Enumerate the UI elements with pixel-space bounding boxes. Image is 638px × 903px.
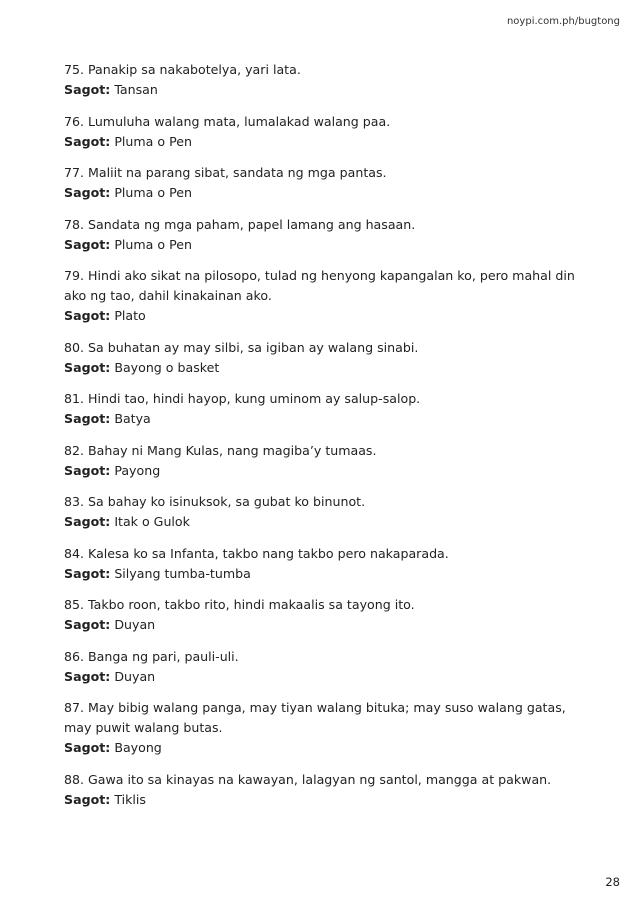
answer-label: Sagot: [64,359,111,375]
riddle-answer-line [64,790,584,810]
riddle-item [64,338,584,378]
riddle-list [64,60,584,821]
riddle-question: 83. Sa bahay ko isinuksok, sa gubat ko binunot. [64,494,366,509]
riddle-answer: Payong [114,462,161,478]
riddle-answer: Bayong [114,740,162,755]
riddle-answer-line [64,235,584,255]
riddle-answer-line [64,183,584,203]
riddle-answer: Pluma o Pen [114,236,192,252]
riddle-answer-line [64,461,584,481]
riddle-answer-line [64,306,584,326]
riddle-answer-line [64,615,584,635]
riddle-question: 88. Gawa ito sa kinayas na kawayan, lalagyan ng santol, mangga at pakwan. [64,771,552,787]
riddle-item [64,112,584,152]
riddle-answer-line [64,564,584,584]
riddle-item [64,163,584,203]
answer-label: Sagot: [64,133,111,149]
riddle-answer-line [64,132,584,152]
answer-label: Sagot: [64,236,111,252]
riddle-answer: Silyang tumba-tumba [114,565,251,581]
page-number: 28 [605,875,620,889]
riddle-answer: Itak o Gulok [114,514,190,529]
riddle-answer-line [64,667,584,687]
riddle-item [64,441,584,481]
riddle-answer: Duyan [114,617,156,632]
answer-label: Sagot: [64,791,111,807]
riddle-item [64,647,584,687]
riddle-answer-line [64,512,584,532]
riddle-question: 78. Sandata ng mga paham, papel lamang ang hasaan. [64,216,416,232]
riddle-item [64,595,584,635]
answer-label: Sagot: [64,668,111,684]
answer-label: Sagot: [64,514,111,529]
header-url: noypi.com.ph/bugtong [506,16,620,27]
riddle-answer: Batya [114,411,151,426]
riddle-answer: Tansan [114,82,158,97]
riddle-question: 84. Kalesa ko sa Infanta, takbo nang takbo pero nakaparada. [64,545,449,561]
riddle-answer: Tiklis [114,791,146,807]
riddle-question: 76. Lumuluha walang mata, lumalakad walang paa. [64,113,391,129]
riddle-question: 81. Hindi tao, hindi hayop, kung uminom ay salup-salop. [64,391,421,406]
riddle-answer: Pluma o Pen [114,185,192,200]
riddle-answer: Plato [114,308,146,323]
riddle-question: 82. Bahay ni Mang Kulas, nang magiba’y tumaas. [64,442,377,458]
riddle-question: 75. Panakip sa nakabotelya, yari lata. [64,62,301,77]
riddle-question: 86. Banga ng pari, pauli-uli. [64,648,239,664]
riddle-answer: Bayong o basket [114,359,220,375]
riddle-answer-line [64,409,584,429]
riddle-question: 80. Sa buhatan ay may silbi, sa igiban ay walang sinabi. [64,339,419,355]
riddle-answer: Pluma o Pen [114,133,192,149]
riddle-item [64,266,584,326]
answer-label: Sagot: [64,185,111,200]
riddle-item [64,770,584,810]
riddle-question: 79. Hindi ako sikat na pilosopo, tulad ng henyong kapangalan ko, pero mahal din ako ng tao, dahil kinakainan ako. [64,268,575,303]
riddle-item [64,492,584,532]
riddle-item [64,544,584,584]
answer-label: Sagot: [64,82,111,97]
answer-label: Sagot: [64,740,111,755]
answer-label: Sagot: [64,411,111,426]
riddle-item [64,60,584,100]
answer-label: Sagot: [64,565,111,581]
riddle-question: 85. Takbo roon, takbo rito, hindi makaalis sa tayong ito. [64,597,415,612]
answer-label: Sagot: [64,308,111,323]
answer-label: Sagot: [64,617,111,632]
answer-label: Sagot: [64,462,111,478]
riddle-answer-line [64,80,584,100]
riddle-item [64,389,584,429]
riddle-item [64,698,584,758]
riddle-question: 77. Maliit na parang sibat, sandata ng mga pantas. [64,165,387,180]
riddle-question: 87. May bibig walang panga, may tiyan walang bituka; may suso walang gatas, may puwit walang butas. [64,700,566,735]
riddle-answer-line [64,358,584,378]
riddle-item [64,215,584,255]
riddle-answer-line [64,738,584,758]
riddle-answer: Duyan [114,668,156,684]
